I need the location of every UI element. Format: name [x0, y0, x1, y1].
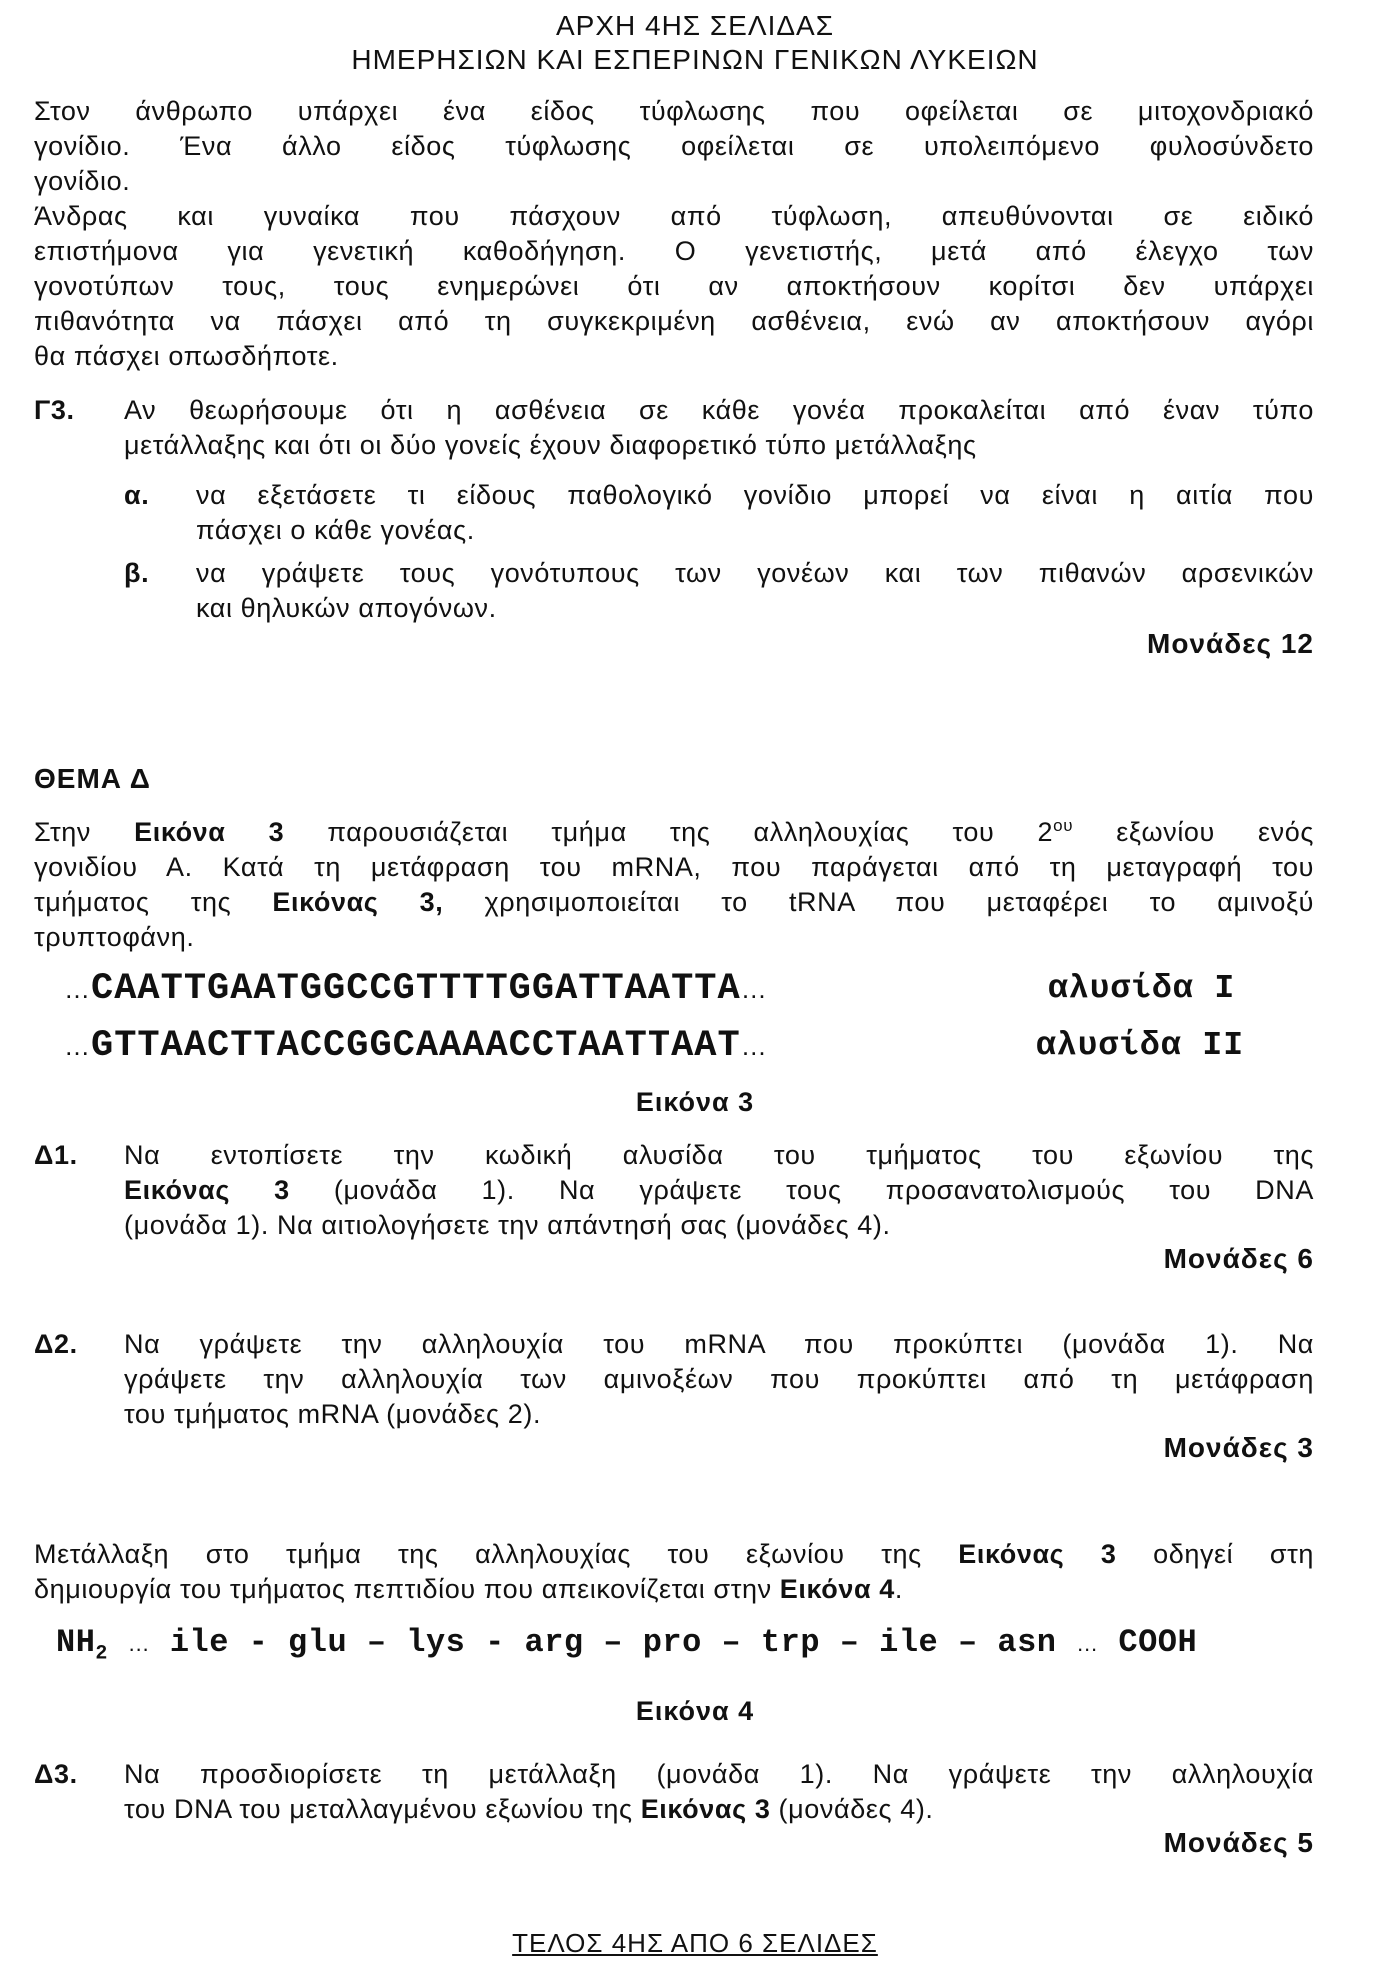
text-line: Άνδρας και γυναίκα που πάσχουν από τύφλωση, απευθύνονται σε ειδικό — [34, 201, 1314, 231]
page-footer-text: ΤΕΛΟΣ 4ΗΣ ΑΠΟ 6 ΣΕΛΙΔΕΣ — [512, 1928, 878, 1958]
amino-acid-chain: ile - glu – lys - arg – pro – trp – ile – asn — [169, 1624, 1057, 1661]
text-line: γονίδιο. Ένα άλλο είδος τύφλωσης οφείλεται σε υπολειπόμενο φυλοσύνδετο — [34, 131, 1314, 161]
intro-paragraph-2 — [34, 199, 1314, 374]
marks-d3: Μονάδες 5 — [1163, 1827, 1314, 1858]
question-number: Γ3. — [34, 395, 75, 425]
carboxyl-terminus: COOH — [1118, 1624, 1198, 1661]
ellipsis: … — [740, 974, 768, 1004]
page-header-line-2: ΗΜΕΡΗΣΙΩΝ ΚΑΙ ΕΣΠΕΡΙΝΩΝ ΓΕΝΙΚΩΝ ΛΥΚΕΙΩΝ — [351, 44, 1039, 75]
strand-2-label: αλυσίδα II — [1036, 1027, 1245, 1064]
marks-g3: Μονάδες 12 — [1147, 628, 1314, 659]
marks-d1: Μονάδες 6 — [1163, 1243, 1314, 1274]
nh-label: NH — [56, 1624, 96, 1661]
figure-reference: Εικόνας 3 — [640, 1794, 771, 1824]
strand-sequence: GTTAACTTACCGGCAAAACCTAATTAAT — [91, 1025, 741, 1067]
dna-strand-2 — [64, 1025, 768, 1067]
ellipsis: … — [64, 1031, 91, 1061]
text-run: παρουσιάζεται τμήμα της αλληλουχίας του 2 — [284, 817, 1054, 847]
section-title-theme-d: ΘΕΜΑ Δ — [34, 763, 151, 794]
text-run: τμήματος της — [34, 887, 273, 917]
theme-d-intro — [34, 815, 1314, 955]
text-line — [34, 1537, 1314, 1572]
intro-paragraph-1 — [34, 94, 1314, 199]
page-footer — [0, 1928, 1390, 1959]
text-line: του τμήματος mRNA (μονάδες 2). — [124, 1399, 542, 1429]
mutation-intro — [34, 1537, 1314, 1607]
text-run: δημιουργία του τμήματος πεπτιδίου που απεικονίζεται στην — [34, 1574, 780, 1604]
text-line: τρυπτοφάνη. — [34, 922, 195, 952]
text-line: Να γράψετε την αλληλουχία του mRNA που προκύπτει (μονάδα 1). Να — [124, 1329, 1314, 1359]
figure-reference: Εικόνας 3, — [272, 887, 444, 917]
text-line — [34, 1572, 1314, 1607]
marks-d2: Μονάδες 3 — [1163, 1432, 1314, 1463]
text-line: και θηλυκών απογόνων. — [196, 593, 497, 623]
text-line: γονοτύπων τους, τους ενημερώνει ότι αν αποκτήσουν κορίτσι δεν υπάρχει — [34, 271, 1314, 301]
question-number: Δ3. — [34, 1759, 78, 1789]
text-line: γονιδίου Α. Κατά τη μετάφραση του mRNA, που παράγεται από τη μεταγραφή του — [34, 852, 1314, 882]
text-run: Στην — [34, 817, 135, 847]
text-line: να γράψετε τους γονότυπους των γονέων και των πιθανών αρσενικών — [196, 558, 1314, 588]
text-line: Να προσδιορίσετε τη μετάλλαξη (μονάδα 1). Να γράψετε την αλληλουχία — [124, 1759, 1314, 1789]
question-number: Δ2. — [34, 1329, 78, 1359]
text-line: Να εντοπίσετε την κωδική αλυσίδα του τμήματος του εξωνίου της — [124, 1140, 1314, 1170]
nh-subscript: 2 — [95, 1642, 108, 1666]
amino-terminus — [56, 1624, 108, 1666]
text-line: (μονάδα 1). Να αιτιολογήσετε την απάντησή σας (μονάδες 4). — [124, 1210, 891, 1240]
figure-4-caption: Εικόνα 4 — [635, 1696, 755, 1726]
text-line: θα πάσχει οπωσδήποτε. — [34, 341, 339, 371]
text-line: Στον άνθρωπο υπάρχει ένα είδος τύφλωσης που οφείλεται σε μιτοχονδριακό — [34, 96, 1314, 126]
text-line: πιθανότητα να πάσχει από τη συγκεκριμένη ασθένεια, ενώ αν αποκτήσουν αγόρι — [34, 306, 1314, 336]
text-line — [34, 885, 1314, 920]
page-header-line-1: ΑΡΧΗ 4ΗΣ ΣΕΛΙΔΑΣ — [555, 10, 835, 41]
figure-reference: Εικόνα 4 — [779, 1574, 895, 1604]
ellipsis: … — [1076, 1631, 1099, 1656]
text-line: πάσχει ο κάθε γονέας. — [196, 515, 475, 545]
figure-reference: Εικόνα 3 — [134, 817, 285, 847]
text-run: Μετάλλαξη στο τμήμα της αλληλουχίας του εξωνίου της — [34, 1539, 959, 1569]
text-line — [34, 815, 1314, 850]
ellipsis: … — [64, 974, 91, 1004]
item-label: α. — [124, 480, 150, 510]
figure-reference: Εικόνας 3 — [958, 1539, 1117, 1569]
question-number: Δ1. — [34, 1140, 78, 1170]
text-line: μετάλλαξης και ότι οι δύο γονείς έχουν διαφορετικό τύπο μετάλλαξης — [124, 430, 977, 460]
text-line — [124, 1173, 1314, 1208]
text-run: (μονάδα 1). Να γράψετε τους προσανατολισμούς του DNA — [289, 1175, 1314, 1205]
peptide-sequence — [56, 1624, 1197, 1665]
text-line: να εξετάσετε τι είδους παθολογικό γονίδιο μπορεί να είναι η αιτία που — [196, 480, 1314, 510]
strand-sequence: CAATTGAATGGCCGTTTTGGATTAATTA — [91, 968, 741, 1010]
text-run: χρησιμοποιείται το tRNA που μεταφέρει το αμινοξύ — [443, 887, 1314, 917]
dna-strand-1 — [64, 968, 768, 1010]
text-line: γράψετε την αλληλουχία των αμινοξέων που προκύπτει από τη μετάφραση — [124, 1364, 1314, 1394]
text-line: γονίδιο. — [34, 166, 131, 196]
text-run: εξωνίου ενός — [1073, 817, 1314, 847]
strand-1-label: αλυσίδα I — [1048, 970, 1236, 1007]
text-run: . — [894, 1574, 903, 1604]
text-line — [124, 1792, 1314, 1827]
ellipsis: … — [740, 1031, 768, 1061]
ordinal-superscript: ου — [1053, 816, 1074, 835]
figure-3-caption: Εικόνα 3 — [635, 1087, 755, 1117]
text-run: (μονάδες 4). — [770, 1794, 934, 1824]
text-run: του DNA του μεταλλαγμένου εξωνίου της — [124, 1794, 641, 1824]
text-line: Αν θεωρήσουμε ότι η ασθένεια σε κάθε γονέα προκαλείται από έναν τύπο — [124, 395, 1314, 425]
text-run: οδηγεί στη — [1116, 1539, 1314, 1569]
ellipsis: … — [127, 1631, 151, 1656]
item-label: β. — [124, 558, 150, 588]
text-line: επιστήμονα για γενετική καθοδήγηση. Ο γενετιστής, μετά από έλεγχο των — [34, 236, 1314, 266]
figure-reference: Εικόνας 3 — [124, 1175, 290, 1205]
